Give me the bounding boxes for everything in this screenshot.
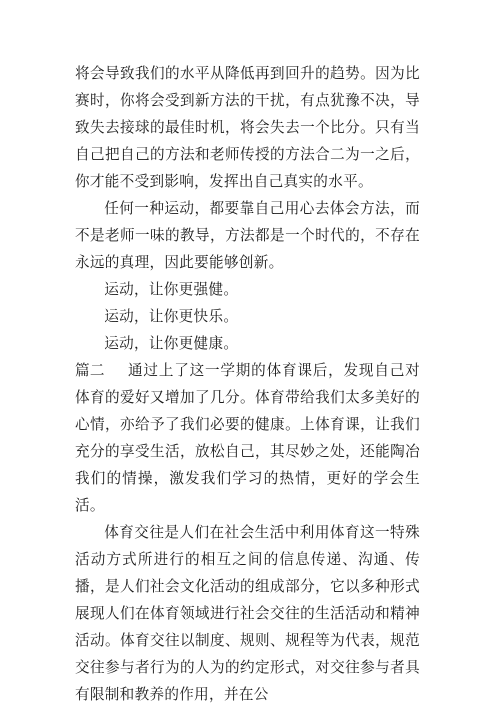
paragraph-sports-interaction: 体育交往是人们在社会生活中利用体育这一特殊活动方式所进行的相互之间的信息传递、沟通、传播，是人们社会文化活动的组成部分，它以多种形式展现人们在体育领域进行社会交往的生活活动和精神活动。体育交往以制度、规则、规程等为代表，规范交往参与者行为的人为的约定形式，对交往参与者具有限制和教养的作用，并在公: [75, 524, 420, 703]
section-two-text: 通过上了这一学期的体育课后，发现自己对体育的爱好又增加了几分。体育带给我们太多美好的心情，亦给予了我们必要的健康。上体育课，让我们充分的享受生活，放松自己，其尽妙之处，还能陶冶我们的情操，激发我们学习的热情，更好的学会生活。: [75, 362, 420, 514]
paragraph-method: 任何一种运动，都要靠自己用心去体会方法，而不是老师一味的教导，方法都是一个时代的，不存在永远的真理，因此要能够创新。: [75, 200, 420, 271]
paragraph-continued: 将会导致我们的水平从降低再到回升的趋势。因为比赛时，你将会受到新方法的干扰，有点犹豫不决，导致失去接球的最佳时机，将会失去一个比分。只有当自己把自己的方法和老师传授的方法合二为一之后，你才能不受到影响，发挥出自己真实的水平。: [75, 65, 420, 190]
paragraph-section-two: [75, 357, 420, 519]
slogan-strong: 运动，让你更强健。: [104, 281, 239, 298]
section-label: 篇二: [75, 362, 105, 379]
slogan-healthy: 运动，让你更健康。: [104, 335, 239, 352]
slogan-happy: 运动，让你更快乐。: [104, 308, 239, 325]
document-body: [75, 60, 420, 708]
